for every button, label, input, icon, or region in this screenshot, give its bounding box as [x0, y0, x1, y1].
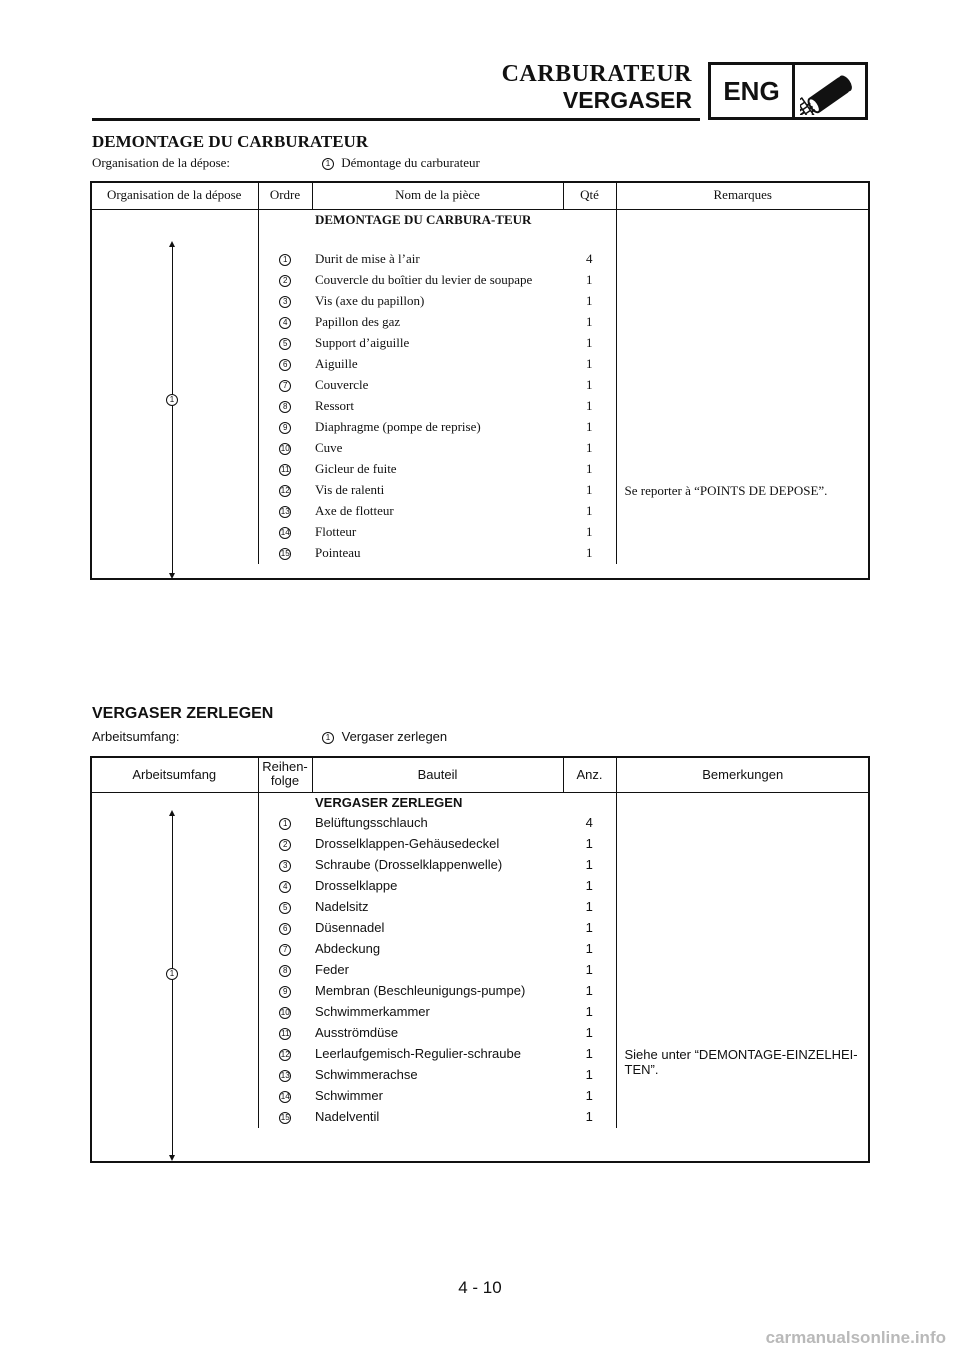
circled-number: 15	[280, 1112, 290, 1122]
section-title-fr: DEMONTAGE DU CARBURATEUR	[92, 132, 369, 151]
group-range-arrow-fr	[172, 246, 173, 574]
group-cell	[91, 813, 258, 834]
group-cell	[91, 417, 258, 438]
circled-number: 10	[280, 444, 290, 454]
group-cell	[91, 312, 258, 333]
circled-number: 7	[279, 380, 291, 392]
group-cell	[91, 918, 258, 939]
order-cell	[258, 876, 312, 897]
group-cell	[91, 1044, 258, 1065]
group-cell	[91, 834, 258, 855]
order-cell	[258, 396, 312, 417]
order-cell	[258, 792, 312, 813]
qty-cell: 1	[586, 503, 593, 518]
part-name-cell: Couvercle du boîtier du levier de soupape	[315, 272, 533, 287]
group-cell	[91, 438, 258, 459]
header-title-de: VERGASER	[562, 87, 692, 113]
circled-number: 2	[279, 275, 291, 287]
col-header-text: Reihen-folge	[262, 759, 308, 789]
qty-cell: 1	[585, 962, 593, 977]
page-header-titles	[502, 62, 692, 112]
group-cell	[91, 522, 258, 543]
remarks-column	[616, 209, 869, 564]
order-cell	[258, 354, 312, 375]
order-cell	[258, 1107, 312, 1128]
header-rule	[92, 118, 700, 121]
group-cell	[91, 876, 258, 897]
circled-number: 6	[279, 359, 291, 371]
qty-cell: 1	[585, 857, 593, 872]
part-name-cell: Abdeckung	[315, 941, 381, 956]
group-cell	[91, 354, 258, 375]
circled-number: 5	[279, 902, 291, 914]
order-cell	[258, 897, 312, 918]
heading-cell: VERGASER ZERLEGEN	[315, 794, 463, 810]
part-name-cell: Schwimmerachse	[315, 1067, 418, 1082]
qty-cell: 1	[586, 482, 593, 497]
group-cell	[91, 1023, 258, 1044]
order-cell	[258, 459, 312, 480]
col-header: Qté	[563, 182, 616, 209]
order-cell	[258, 855, 312, 876]
circled-number: 3	[279, 296, 291, 308]
qty-cell: 1	[586, 293, 593, 308]
part-name-cell: Leerlaufgemisch-Regulier-schraube	[315, 1046, 521, 1061]
qty-cell: 1	[586, 314, 593, 329]
order-cell	[258, 543, 312, 564]
table-heading-row	[91, 209, 869, 249]
part-name-cell: Vis (axe du papillon)	[315, 293, 425, 308]
header-title-fr: CARBURATEUR	[501, 61, 692, 87]
group-cell	[91, 270, 258, 291]
part-name-cell: Belüftungsschlauch	[315, 815, 428, 830]
qty-cell: 1	[586, 356, 593, 371]
col-header: Anz.	[563, 757, 616, 792]
parts-table-fr	[91, 182, 869, 564]
col-header	[258, 757, 312, 792]
arrow-head-down	[169, 573, 175, 579]
circled-number: 1	[279, 818, 291, 830]
qty-cell	[563, 792, 616, 813]
qty-cell: 4	[585, 815, 593, 830]
table-heading-row	[91, 792, 869, 813]
col-header: Ordre	[258, 182, 312, 209]
part-name-cell: Ausströmdüse	[315, 1025, 399, 1040]
col-header: Bauteil	[312, 757, 563, 792]
scope-value-text: Vergaser zerlegen	[341, 729, 448, 744]
qty-cell: 1	[585, 1004, 593, 1019]
order-cell	[258, 249, 312, 270]
table-body-fr	[91, 209, 869, 564]
circled-number: 1	[322, 158, 334, 170]
parts-table-de	[91, 757, 869, 1128]
order-cell	[258, 834, 312, 855]
order-cell	[258, 918, 312, 939]
group-cell	[91, 249, 258, 270]
group-cell	[91, 981, 258, 1002]
order-cell	[258, 417, 312, 438]
group-cell	[91, 855, 258, 876]
watermark: carmanualsonline.info	[765, 1328, 946, 1347]
part-name-cell: Cuve	[315, 440, 343, 455]
circled-number: 3	[279, 860, 291, 872]
circled-number: 14	[280, 528, 290, 538]
circled-number: 14	[280, 1091, 290, 1101]
order-cell	[258, 312, 312, 333]
group-cell	[91, 459, 258, 480]
group-cell	[91, 1086, 258, 1107]
scope-value-fr	[322, 155, 480, 171]
group-cell	[91, 1107, 258, 1128]
part-name-cell: Papillon des gaz	[315, 314, 401, 329]
group-cell	[91, 501, 258, 522]
circled-number: 4	[279, 317, 291, 329]
qty-cell: 1	[586, 272, 593, 287]
part-name-cell: Gicleur de fuite	[315, 461, 397, 476]
circled-number: 13	[280, 507, 290, 517]
order-cell	[258, 291, 312, 312]
col-header: Arbeitsumfang	[91, 757, 258, 792]
qty-cell: 1	[585, 1109, 593, 1124]
qty-cell: 1	[585, 1067, 593, 1082]
order-cell	[258, 1065, 312, 1086]
part-name-cell: Feder	[315, 962, 349, 977]
order-cell	[258, 939, 312, 960]
part-name-cell: Düsennadel	[315, 920, 385, 935]
order-cell	[258, 522, 312, 543]
part-name-cell: Axe de flotteur	[315, 503, 394, 518]
circled-number: 2	[279, 839, 291, 851]
order-cell	[258, 1023, 312, 1044]
table-header-row	[91, 757, 869, 792]
order-cell	[258, 375, 312, 396]
part-name-cell: Membran (Beschleunigungs-pumpe)	[315, 983, 526, 998]
order-cell	[258, 480, 312, 501]
circled-number: 6	[279, 923, 291, 935]
qty-cell: 1	[586, 398, 593, 413]
circled-number: 8	[279, 965, 291, 977]
scope-value-text: Démontage du carburateur	[341, 155, 480, 170]
qty-cell: 1	[585, 878, 593, 893]
part-name-cell: Support d’aiguille	[315, 335, 410, 350]
circled-number: 11	[281, 465, 290, 475]
arrow-head-up	[169, 810, 175, 816]
part-name-cell: Nadelsitz	[315, 899, 369, 914]
part-name-cell: Pointeau	[315, 545, 361, 560]
qty-cell: 1	[586, 377, 593, 392]
circled-number: 15	[280, 549, 290, 559]
qty-cell: 1	[585, 836, 593, 851]
arrow-head-up	[169, 241, 175, 247]
circled-number: 5	[279, 338, 291, 350]
part-name-cell: Flotteur	[315, 524, 357, 539]
qty-cell: 1	[586, 545, 593, 560]
scope-label-fr: Organisation de la dépose:	[92, 155, 231, 170]
circled-number: 12	[280, 486, 290, 496]
col-header: Remarques	[616, 182, 869, 209]
group-cell	[91, 480, 258, 501]
scope-label-de: Arbeitsumfang:	[92, 729, 180, 744]
part-name-cell: Ressort	[315, 398, 354, 413]
order-cell	[258, 981, 312, 1002]
qty-cell: 1	[586, 335, 593, 350]
page-number: 4 - 10	[458, 1278, 502, 1297]
qty-cell: 1	[585, 1088, 593, 1103]
qty-cell: 1	[585, 920, 593, 935]
table-header-row	[91, 182, 869, 209]
group-cell	[91, 1002, 258, 1023]
group-cell	[91, 1065, 258, 1086]
group-cell	[91, 897, 258, 918]
qty-cell: 4	[586, 251, 593, 266]
order-cell	[258, 960, 312, 981]
circled-number: 11	[281, 1028, 290, 1038]
remarks-column	[616, 792, 869, 1128]
group-cell	[91, 375, 258, 396]
col-header: Organisation de la dépose	[91, 182, 258, 209]
part-name-cell: Drosselklappe	[315, 878, 398, 893]
order-cell	[258, 1002, 312, 1023]
part-name-cell: Durit de mise à l’air	[315, 251, 420, 266]
qty-cell: 1	[586, 524, 593, 539]
group-number-de: 1	[166, 968, 178, 980]
order-cell	[258, 501, 312, 522]
circled-number: 1	[279, 254, 291, 266]
order-cell	[258, 209, 312, 249]
order-cell	[258, 438, 312, 459]
eng-badge	[708, 62, 868, 120]
qty-cell: 1	[585, 983, 593, 998]
circled-number: 9	[279, 986, 291, 998]
order-cell	[258, 1044, 312, 1065]
qty-cell: 1	[585, 899, 593, 914]
order-cell	[258, 270, 312, 291]
remarks-text: Se reporter à “POINTS DE DEPOSE”.	[624, 482, 828, 498]
qty-cell: 1	[586, 461, 593, 476]
engine-piston-icon	[795, 65, 865, 117]
group-number-fr: 1	[166, 394, 178, 406]
part-name-cell: Schraube (Drosselklappenwelle)	[315, 857, 503, 872]
scope-value-de	[322, 729, 447, 744]
part-name-cell: Schwimmerkammer	[315, 1004, 430, 1019]
eng-badge-label: ENG	[711, 65, 795, 117]
part-name-cell: Diaphragme (pompe de reprise)	[315, 419, 481, 434]
circled-number: 10	[280, 1007, 290, 1017]
group-cell	[91, 291, 258, 312]
order-cell	[258, 333, 312, 354]
group-cell	[91, 543, 258, 564]
qty-cell: 1	[586, 419, 593, 434]
order-cell	[258, 1086, 312, 1107]
circled-number: 13	[280, 1070, 290, 1080]
order-cell	[258, 813, 312, 834]
table-body-de	[91, 792, 869, 1128]
heading-cell: DEMONTAGE DU CARBURA-TEUR	[315, 211, 532, 227]
part-name-cell: Nadelventil	[315, 1109, 380, 1124]
part-name-cell: Schwimmer	[315, 1088, 383, 1103]
group-cell	[91, 333, 258, 354]
group-range-arrow-de	[172, 815, 173, 1156]
circled-number: 4	[279, 881, 291, 893]
arrow-head-down	[169, 1155, 175, 1161]
part-name-cell: Drosselklappen-Gehäusedeckel	[315, 836, 500, 851]
qty-cell: 1	[585, 941, 593, 956]
circled-number: 9	[279, 422, 291, 434]
circled-number: 8	[279, 401, 291, 413]
qty-cell: 1	[586, 440, 593, 455]
col-header: Nom de la pièce	[312, 182, 563, 209]
circled-number: 1	[322, 732, 334, 744]
qty-cell: 1	[585, 1025, 593, 1040]
col-header: Bemerkungen	[616, 757, 869, 792]
remarks-text: Siehe unter “DEMONTAGE-EINZELHEI-TEN”.	[624, 1046, 858, 1077]
qty-cell	[563, 209, 616, 249]
qty-cell: 1	[585, 1046, 593, 1061]
section-title-de: VERGASER ZERLEGEN	[92, 705, 274, 722]
part-name-cell: Aiguille	[315, 356, 358, 371]
part-name-cell: Couvercle	[315, 377, 369, 392]
circled-number: 7	[279, 944, 291, 956]
part-name-cell: Vis de ralenti	[315, 482, 385, 497]
group-cell	[91, 939, 258, 960]
circled-number: 12	[280, 1049, 290, 1059]
